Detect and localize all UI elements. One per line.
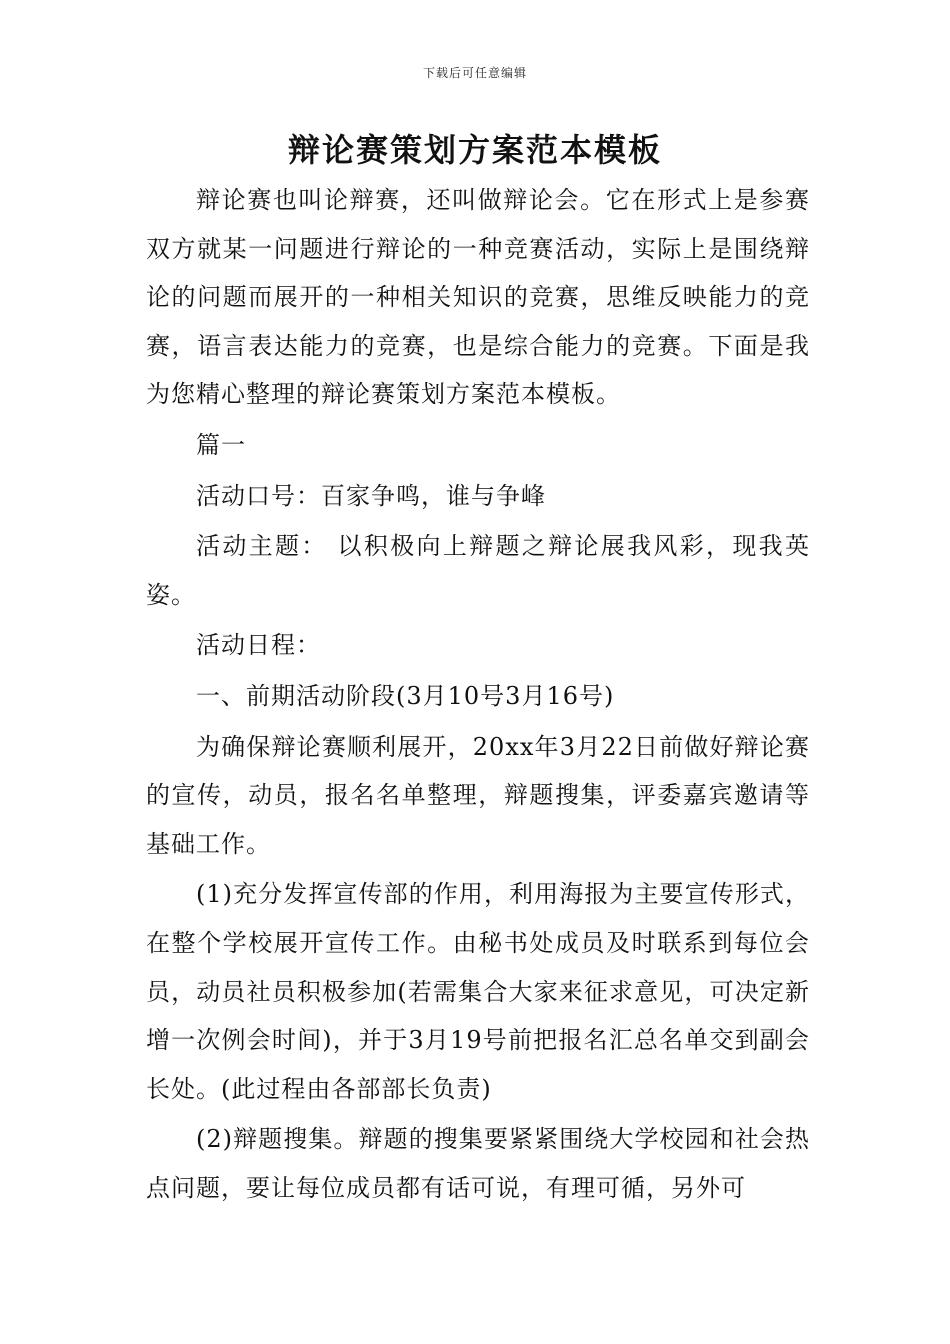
paragraph-theme: 活动主题： 以积极向上辩题之辩论展我风彩，现我英姿。: [146, 532, 810, 609]
page-title: 辩论赛策划方案范本模板: [287, 131, 662, 169]
paragraph-item-2: (2)辩题搜集。辩题的搜集要紧紧围绕大学校园和社会热点问题，要让每位成员都有话可说，有理可循，另外可: [146, 1125, 810, 1202]
paragraph-phase-one-desc: 为确保辩论赛顺利展开，20xx年3月22日前做好辩论赛的宣传，动员，报名名单整理，辩题搜集，评委嘉宾邀请等基础工作。: [146, 732, 810, 858]
paragraph-item-1: (1)充分发挥宣传部的作用，利用海报为主要宣传形式，在整个学校展开宣传工作。由秘书处成员及时联系到每位会员，动员社员积极参加(若需集合大家来征求意见，可决定新增一次例会时间)，并于3月19号前把报名汇总名单交到副会长处。(此过程由各部部长负责): [146, 880, 810, 1103]
document-body: [146, 176, 810, 1212]
paragraph-schedule-heading: 活动日程：: [196, 631, 321, 660]
paragraph-section-label: 篇一: [196, 430, 246, 459]
header-note: 下载后可任意编辑: [422, 66, 527, 80]
paragraph-intro: 辩论赛也叫论辩赛，还叫做辩论会。它在形式上是参赛双方就某一问题进行辩论的一种竞赛活动，实际上是围绕辩论的问题而展开的一种相关知识的竞赛，思维反映能力的竞赛，语言表达能力的竞赛，也是综合能力的竞赛。下面是我为您精心整理的辩论赛策划方案范本模板。: [146, 186, 810, 409]
paragraph-slogan: 活动口号：百家争鸣，谁与争峰: [196, 481, 546, 510]
paragraph-phase-one-heading: 一、前期活动阶段(3月10号3月16号): [196, 681, 615, 710]
